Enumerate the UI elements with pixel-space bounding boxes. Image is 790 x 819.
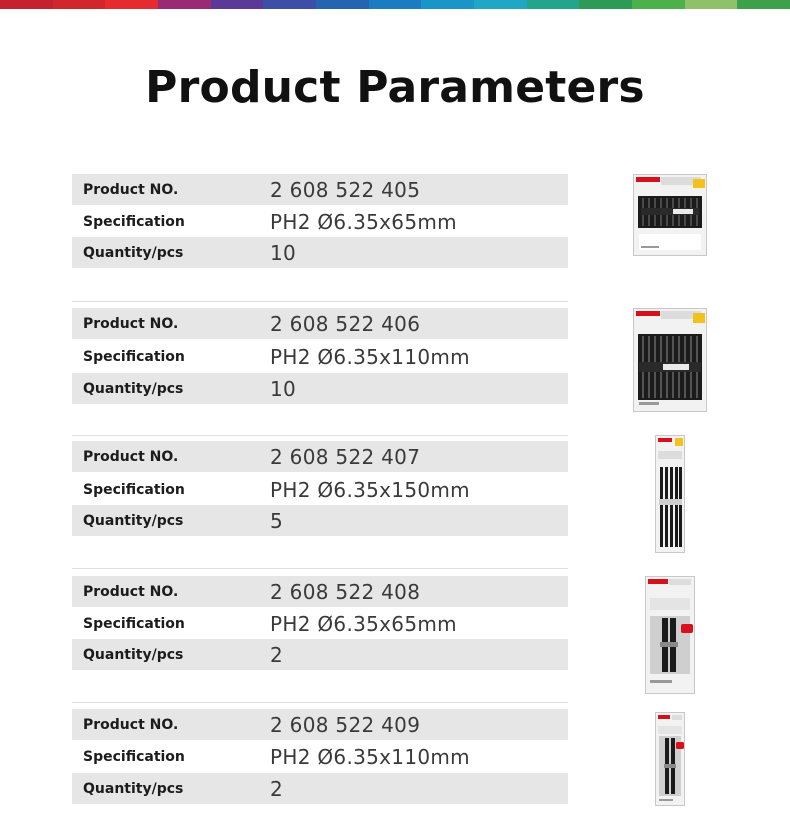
- stripe-segment: [369, 0, 422, 9]
- quantity-value: 2: [270, 643, 284, 667]
- specification-label: Specification: [83, 482, 185, 498]
- stripe-segment: [105, 0, 158, 9]
- stripe-segment: [0, 0, 53, 9]
- quantity-value: 2: [270, 777, 284, 801]
- stripe-segment: [685, 0, 738, 9]
- bosch-bit-pack-2-short-icon: [645, 576, 695, 694]
- quantity-label: Quantity/pcs: [83, 781, 184, 797]
- bosch-bit-pack-10-long-icon: [633, 308, 707, 412]
- block-divider: [72, 301, 568, 302]
- specification-row: [72, 206, 568, 237]
- quantity-row: [72, 639, 568, 670]
- product-no-row: [72, 441, 568, 472]
- specification-label: Specification: [83, 749, 185, 765]
- specification-label: Specification: [83, 214, 185, 230]
- product-no-value: 2 608 522 408: [270, 580, 421, 604]
- specification-value: PH2 Ø6.35x65mm: [270, 612, 457, 636]
- specification-value: PH2 Ø6.35x65mm: [270, 210, 457, 234]
- block-divider: [72, 702, 568, 703]
- stripe-segment: [211, 0, 264, 9]
- product-no-label: Product NO.: [83, 584, 179, 600]
- quantity-label: Quantity/pcs: [83, 513, 184, 529]
- quantity-label: Quantity/pcs: [83, 647, 184, 663]
- quantity-row: [72, 237, 568, 268]
- product-no-row: [72, 308, 568, 339]
- specification-value: PH2 Ø6.35x110mm: [270, 345, 470, 369]
- specification-label: Specification: [83, 616, 185, 632]
- quantity-label: Quantity/pcs: [83, 381, 184, 397]
- product-no-row: [72, 174, 568, 205]
- block-divider: [72, 568, 568, 569]
- quantity-value: 10: [270, 241, 297, 265]
- stripe-segment: [632, 0, 685, 9]
- block-divider: [72, 435, 568, 436]
- specification-value: PH2 Ø6.35x110mm: [270, 745, 470, 769]
- specification-label: Specification: [83, 349, 185, 365]
- stripe-segment: [316, 0, 369, 9]
- quantity-label: Quantity/pcs: [83, 245, 184, 261]
- product-no-label: Product NO.: [83, 316, 179, 332]
- product-no-value: 2 608 522 405: [270, 178, 421, 202]
- specification-row: [72, 341, 568, 372]
- quantity-row: [72, 373, 568, 404]
- quantity-value: 10: [270, 377, 297, 401]
- page-title: Product Parameters: [145, 62, 645, 113]
- quantity-value: 5: [270, 509, 284, 533]
- specification-row: [72, 474, 568, 505]
- stripe-segment: [474, 0, 527, 9]
- product-no-row: [72, 576, 568, 607]
- stripe-segment: [158, 0, 211, 9]
- stripe-segment: [527, 0, 580, 9]
- quantity-row: [72, 505, 568, 536]
- product-no-label: Product NO.: [83, 449, 179, 465]
- product-no-value: 2 608 522 407: [270, 445, 421, 469]
- product-no-label: Product NO.: [83, 717, 179, 733]
- stripe-segment: [579, 0, 632, 9]
- product-no-label: Product NO.: [83, 182, 179, 198]
- product-no-value: 2 608 522 409: [270, 713, 421, 737]
- color-stripe: [0, 0, 790, 9]
- quantity-row: [72, 773, 568, 804]
- stripe-segment: [737, 0, 790, 9]
- bosch-bit-pack-5-icon: [655, 435, 685, 553]
- specification-value: PH2 Ø6.35x150mm: [270, 478, 470, 502]
- specification-row: [72, 608, 568, 639]
- stripe-segment: [263, 0, 316, 9]
- stripe-segment: [53, 0, 106, 9]
- specification-row: [72, 741, 568, 772]
- stripe-segment: [421, 0, 474, 9]
- product-no-value: 2 608 522 406: [270, 312, 421, 336]
- product-no-row: [72, 709, 568, 740]
- bosch-bit-pack-10-short-icon: [633, 174, 707, 256]
- bosch-bit-pack-2-long-icon: [655, 712, 685, 806]
